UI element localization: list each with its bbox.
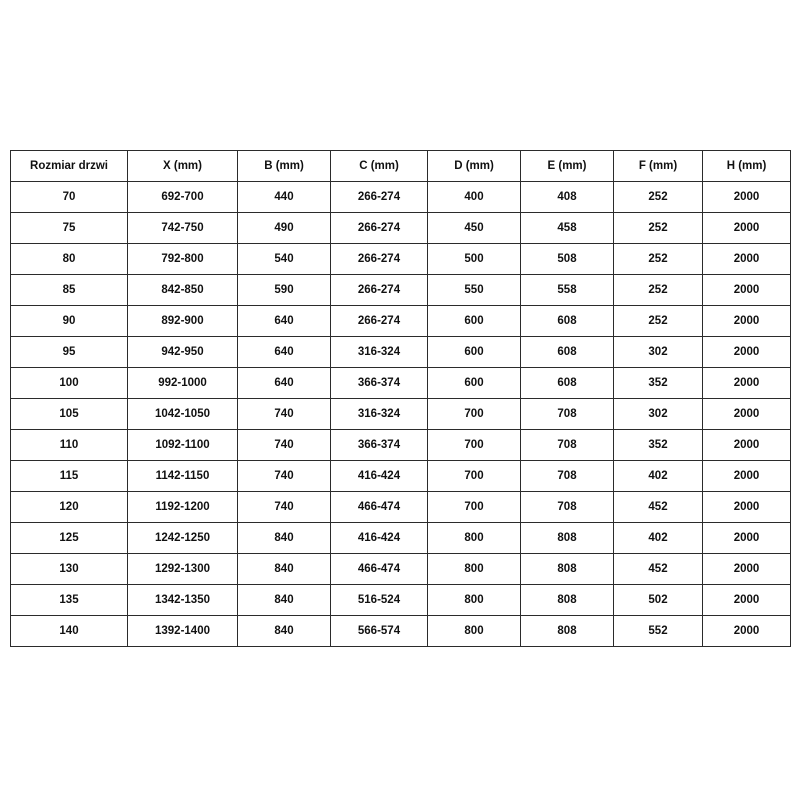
cell-x: 742-750	[128, 213, 238, 244]
cell-c: 366-374	[331, 430, 428, 461]
cell-e: 558	[521, 275, 614, 306]
table-row	[11, 182, 791, 213]
cell-rozmiar-drzwi: 100	[11, 368, 128, 399]
cell-c: 416-424	[331, 523, 428, 554]
cell-c: 516-524	[331, 585, 428, 616]
table-row	[11, 368, 791, 399]
cell-c: 566-574	[331, 616, 428, 647]
table-row	[11, 585, 791, 616]
cell-h: 2000	[703, 616, 791, 647]
cell-b: 640	[238, 337, 331, 368]
table-row	[11, 306, 791, 337]
cell-f: 452	[614, 492, 703, 523]
cell-rozmiar-drzwi: 110	[11, 430, 128, 461]
cell-h: 2000	[703, 182, 791, 213]
table-row	[11, 492, 791, 523]
table-row	[11, 554, 791, 585]
column-header-rozmiar-drzwi: Rozmiar drzwi	[11, 151, 128, 182]
cell-d: 800	[428, 554, 521, 585]
cell-h: 2000	[703, 554, 791, 585]
cell-c: 466-474	[331, 554, 428, 585]
cell-rozmiar-drzwi: 70	[11, 182, 128, 213]
cell-e: 708	[521, 461, 614, 492]
cell-x: 1192-1200	[128, 492, 238, 523]
cell-h: 2000	[703, 399, 791, 430]
cell-e: 808	[521, 523, 614, 554]
cell-h: 2000	[703, 430, 791, 461]
cell-b: 840	[238, 585, 331, 616]
table-row	[11, 275, 791, 306]
cell-b: 740	[238, 492, 331, 523]
cell-b: 540	[238, 244, 331, 275]
cell-f: 302	[614, 337, 703, 368]
cell-f: 352	[614, 368, 703, 399]
cell-rozmiar-drzwi: 95	[11, 337, 128, 368]
cell-h: 2000	[703, 492, 791, 523]
cell-e: 708	[521, 492, 614, 523]
cell-b: 740	[238, 399, 331, 430]
cell-b: 640	[238, 306, 331, 337]
cell-rozmiar-drzwi: 90	[11, 306, 128, 337]
table-row	[11, 461, 791, 492]
cell-e: 408	[521, 182, 614, 213]
cell-x: 1042-1050	[128, 399, 238, 430]
cell-rozmiar-drzwi: 140	[11, 616, 128, 647]
cell-f: 252	[614, 306, 703, 337]
cell-x: 1392-1400	[128, 616, 238, 647]
table-row	[11, 213, 791, 244]
cell-b: 840	[238, 523, 331, 554]
column-header-d: D (mm)	[428, 151, 521, 182]
cell-c: 466-474	[331, 492, 428, 523]
cell-f: 252	[614, 213, 703, 244]
cell-x: 692-700	[128, 182, 238, 213]
cell-c: 366-374	[331, 368, 428, 399]
cell-b: 740	[238, 430, 331, 461]
cell-d: 600	[428, 306, 521, 337]
column-header-h: H (mm)	[703, 151, 791, 182]
cell-c: 266-274	[331, 213, 428, 244]
cell-f: 402	[614, 523, 703, 554]
column-header-f: F (mm)	[614, 151, 703, 182]
cell-e: 608	[521, 337, 614, 368]
cell-h: 2000	[703, 213, 791, 244]
cell-b: 490	[238, 213, 331, 244]
cell-rozmiar-drzwi: 125	[11, 523, 128, 554]
cell-h: 2000	[703, 337, 791, 368]
cell-rozmiar-drzwi: 115	[11, 461, 128, 492]
cell-c: 266-274	[331, 182, 428, 213]
cell-f: 252	[614, 244, 703, 275]
table-row	[11, 616, 791, 647]
table-header-row	[11, 151, 791, 182]
cell-rozmiar-drzwi: 85	[11, 275, 128, 306]
table-row	[11, 399, 791, 430]
cell-h: 2000	[703, 275, 791, 306]
table-row	[11, 337, 791, 368]
cell-d: 550	[428, 275, 521, 306]
cell-d: 700	[428, 399, 521, 430]
cell-c: 316-324	[331, 399, 428, 430]
cell-d: 800	[428, 523, 521, 554]
cell-e: 608	[521, 306, 614, 337]
column-header-b: B (mm)	[238, 151, 331, 182]
table-body	[11, 182, 791, 647]
cell-d: 700	[428, 461, 521, 492]
cell-b: 840	[238, 554, 331, 585]
cell-d: 700	[428, 430, 521, 461]
cell-h: 2000	[703, 461, 791, 492]
cell-d: 800	[428, 616, 521, 647]
cell-rozmiar-drzwi: 75	[11, 213, 128, 244]
cell-d: 800	[428, 585, 521, 616]
cell-h: 2000	[703, 244, 791, 275]
table-header	[11, 151, 791, 182]
cell-e: 808	[521, 554, 614, 585]
cell-f: 352	[614, 430, 703, 461]
table-row	[11, 430, 791, 461]
cell-f: 402	[614, 461, 703, 492]
cell-d: 600	[428, 337, 521, 368]
table-row	[11, 523, 791, 554]
cell-x: 992-1000	[128, 368, 238, 399]
cell-d: 400	[428, 182, 521, 213]
cell-c: 266-274	[331, 244, 428, 275]
cell-d: 700	[428, 492, 521, 523]
door-size-table	[10, 150, 791, 647]
cell-x: 792-800	[128, 244, 238, 275]
cell-b: 840	[238, 616, 331, 647]
cell-b: 740	[238, 461, 331, 492]
cell-c: 416-424	[331, 461, 428, 492]
cell-x: 1292-1300	[128, 554, 238, 585]
table-row	[11, 244, 791, 275]
cell-h: 2000	[703, 368, 791, 399]
cell-e: 458	[521, 213, 614, 244]
column-header-x: X (mm)	[128, 151, 238, 182]
cell-f: 302	[614, 399, 703, 430]
cell-f: 252	[614, 182, 703, 213]
cell-rozmiar-drzwi: 120	[11, 492, 128, 523]
cell-c: 266-274	[331, 306, 428, 337]
cell-x: 1092-1100	[128, 430, 238, 461]
cell-c: 316-324	[331, 337, 428, 368]
cell-d: 450	[428, 213, 521, 244]
size-table-container	[10, 150, 790, 647]
cell-h: 2000	[703, 585, 791, 616]
cell-e: 708	[521, 399, 614, 430]
cell-e: 708	[521, 430, 614, 461]
cell-x: 892-900	[128, 306, 238, 337]
cell-d: 600	[428, 368, 521, 399]
cell-e: 508	[521, 244, 614, 275]
cell-b: 640	[238, 368, 331, 399]
column-header-e: E (mm)	[521, 151, 614, 182]
cell-rozmiar-drzwi: 135	[11, 585, 128, 616]
cell-d: 500	[428, 244, 521, 275]
cell-rozmiar-drzwi: 130	[11, 554, 128, 585]
cell-x: 1242-1250	[128, 523, 238, 554]
cell-e: 808	[521, 585, 614, 616]
cell-b: 590	[238, 275, 331, 306]
cell-f: 552	[614, 616, 703, 647]
cell-x: 942-950	[128, 337, 238, 368]
cell-h: 2000	[703, 306, 791, 337]
cell-f: 452	[614, 554, 703, 585]
cell-e: 608	[521, 368, 614, 399]
cell-b: 440	[238, 182, 331, 213]
cell-f: 252	[614, 275, 703, 306]
cell-c: 266-274	[331, 275, 428, 306]
cell-x: 842-850	[128, 275, 238, 306]
cell-h: 2000	[703, 523, 791, 554]
cell-x: 1142-1150	[128, 461, 238, 492]
cell-e: 808	[521, 616, 614, 647]
cell-rozmiar-drzwi: 105	[11, 399, 128, 430]
column-header-c: C (mm)	[331, 151, 428, 182]
cell-f: 502	[614, 585, 703, 616]
cell-rozmiar-drzwi: 80	[11, 244, 128, 275]
cell-x: 1342-1350	[128, 585, 238, 616]
